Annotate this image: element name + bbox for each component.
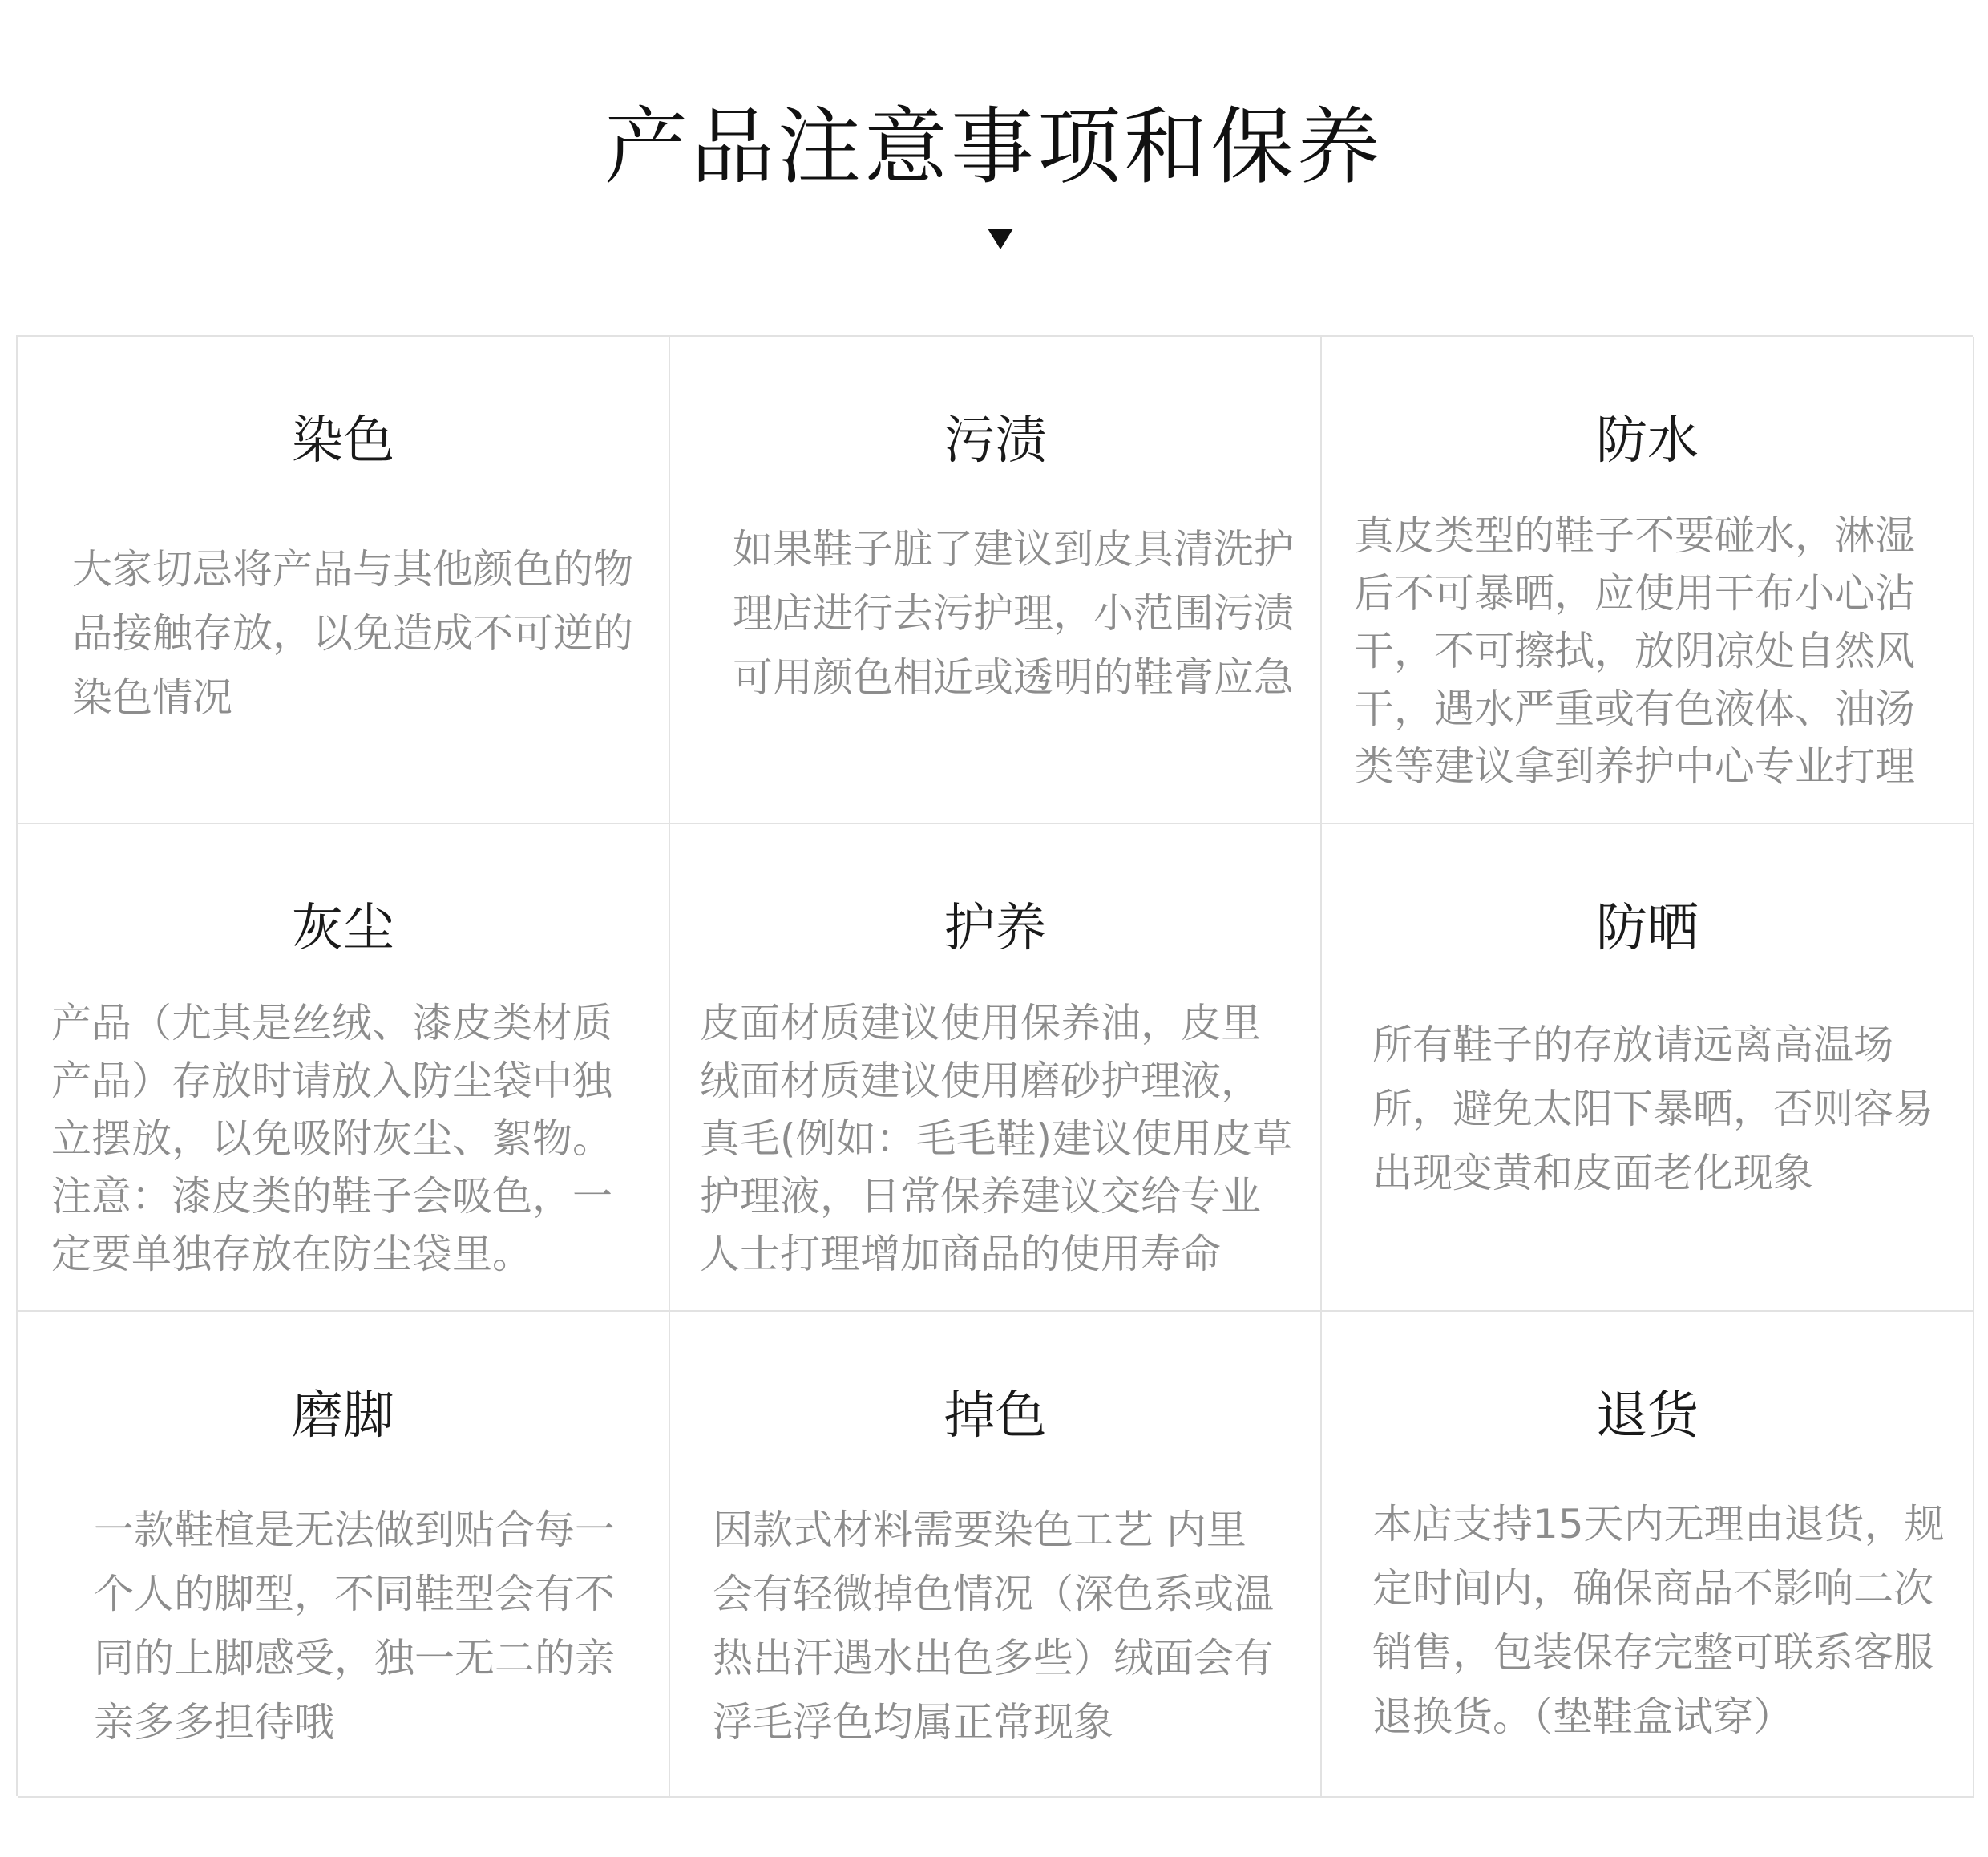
card-dyeing — [18, 337, 670, 824]
card-title: 磨脚 — [292, 1386, 394, 1446]
card-waterproof — [1322, 337, 1974, 824]
card-body: 所有鞋子的存放请远离高温场所，避免太阳下暴晒，否则容易出现变黄和皮面老化现象 — [1372, 1022, 1933, 1196]
card-fit — [18, 1312, 670, 1798]
card-body: 真皮类型的鞋子不要碰水，淋湿后不可暴晒，应使用干布小心沾干，不可擦拭，放阴凉处自然风干，遇水严重或有色液体、油汤类等建议拿到养护中心专业打理 — [1354, 512, 1915, 790]
card-title: 防水 — [1596, 411, 1699, 471]
page-title: 产品注意事项和保养 — [604, 98, 1384, 196]
card-title: 染色 — [292, 411, 394, 471]
card-dust — [18, 824, 670, 1312]
card-body: 本店支持15天内无理由退货，规定时间内，确保商品不影响二次销售，包装保存完整可联系客服退换货。（垫鞋盒试穿） — [1372, 1501, 1945, 1740]
card-body: 因款式材料需要染色工艺 内里会有轻微掉色情况（深色系或温热出汗遇水出色多些）绒面会有浮毛浮色均属正常现象 — [713, 1507, 1274, 1746]
card-stains — [670, 337, 1322, 824]
card-title: 退货 — [1596, 1386, 1699, 1446]
card-title: 防晒 — [1596, 899, 1699, 958]
card-maintenance — [670, 824, 1322, 1312]
card-title: 污渍 — [943, 411, 1047, 471]
card-title: 掉色 — [943, 1386, 1047, 1446]
card-body: 如果鞋子脏了建议到皮具清洗护理店进行去污护理，小范围污渍可用颜色相近或透明的鞋膏应急 — [733, 526, 1294, 701]
care-notes-grid — [16, 335, 1973, 1796]
card-body: 产品（尤其是丝绒、漆皮类材质产品）存放时请放入防尘袋中独立摆放，以免吸附灰尘、絮物。注意：漆皮类的鞋子会吸色，一定要单独存放在防尘袋里。 — [51, 1000, 612, 1277]
card-body: 大家切忌将产品与其他颜色的物品接触存放，以免造成不可逆的染色情况 — [72, 546, 633, 721]
card-title: 灰尘 — [292, 899, 394, 958]
card-returns — [1322, 1312, 1974, 1798]
card-title: 护养 — [943, 899, 1047, 958]
card-color-fading — [670, 1312, 1322, 1798]
down-triangle-icon — [988, 229, 1013, 249]
card-body: 皮面材质建议使用保养油，皮里绒面材质建议使用磨砂护理液，真毛(例如：毛毛鞋)建议使用皮草护理液，日常保养建议交给专业人士打理增加商品的使用寿命 — [700, 1000, 1293, 1277]
card-sun-protection — [1322, 824, 1974, 1312]
card-body: 一款鞋楦是无法做到贴合每一个人的脚型，不同鞋型会有不同的上脚感受，独一无二的亲亲多多担待哦 — [94, 1507, 615, 1746]
